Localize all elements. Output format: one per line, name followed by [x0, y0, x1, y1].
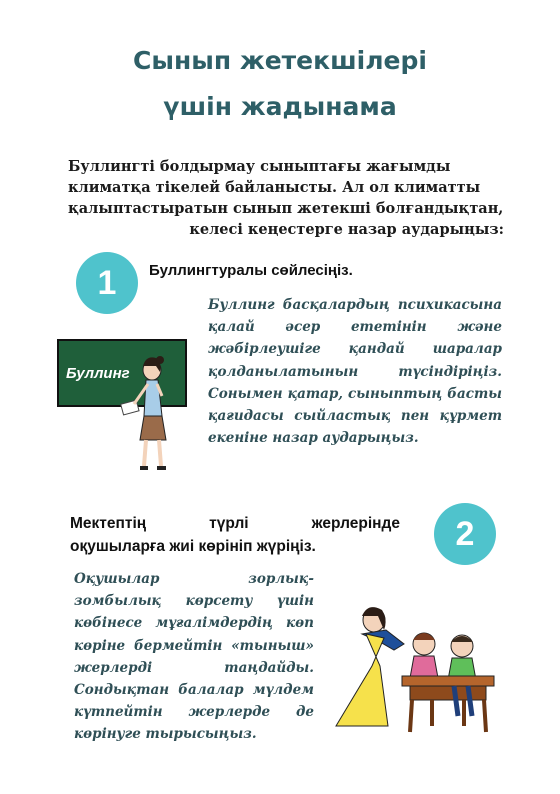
- intro-line: климатқа тікелей байланысты. Ал ол климатты: [68, 179, 481, 196]
- intro-paragraph: [68, 156, 504, 240]
- chalkboard-word: Буллинг: [66, 365, 130, 382]
- tip2-heading-word: Мектептің: [70, 515, 147, 532]
- teacher-with-students-illustration: [328, 586, 498, 736]
- tip-number-badge: 2: [434, 503, 496, 565]
- tip1-heading: Буллингтуралы сөйлесіңіз.: [149, 262, 353, 279]
- intro-line: Буллингті болдырмау сыныптағы жағымды: [68, 158, 451, 175]
- intro-line: келесі кеңестерге назар аударыңыз:: [189, 221, 504, 238]
- tip2-heading-word: түрлі: [209, 515, 249, 532]
- tip1-text: Буллинг басқалардың психикасына қалай әсер ететінін және жәбірлеушіге қандай шаралар қолданылатынын түсіндіріңіз. Сонымен қатар, сыныптың басты қағидасы сыйластық пен құрмет екеніне назар аударыңыз.: [208, 297, 502, 447]
- tip2-text: Оқушылар зорлық-зомбылық көрсету үшін көбінесе мұғалімдердің көп көріне бермейтін «тыныш» жерлерді таңдайды. Сондықтан балалар мүлдем күтпейтін жерлерде де көрінуге тырысыңыз.: [74, 571, 314, 743]
- intro-line: қалыптастыратын сынып жетекші болғандықтан,: [68, 200, 504, 217]
- tip2-heading-word: жерлерінде: [311, 515, 400, 532]
- tip-number-badge: 1: [76, 252, 138, 314]
- page-title-line2: үшін жадынама: [163, 92, 397, 121]
- tip2-heading: [70, 512, 400, 558]
- tip2-heading-line2: оқушыларға жиі көрініп жүріңіз.: [70, 538, 316, 555]
- teacher-at-chalkboard-illustration: [56, 300, 196, 482]
- page-title-line1: Сынып жетекшілері: [133, 46, 427, 75]
